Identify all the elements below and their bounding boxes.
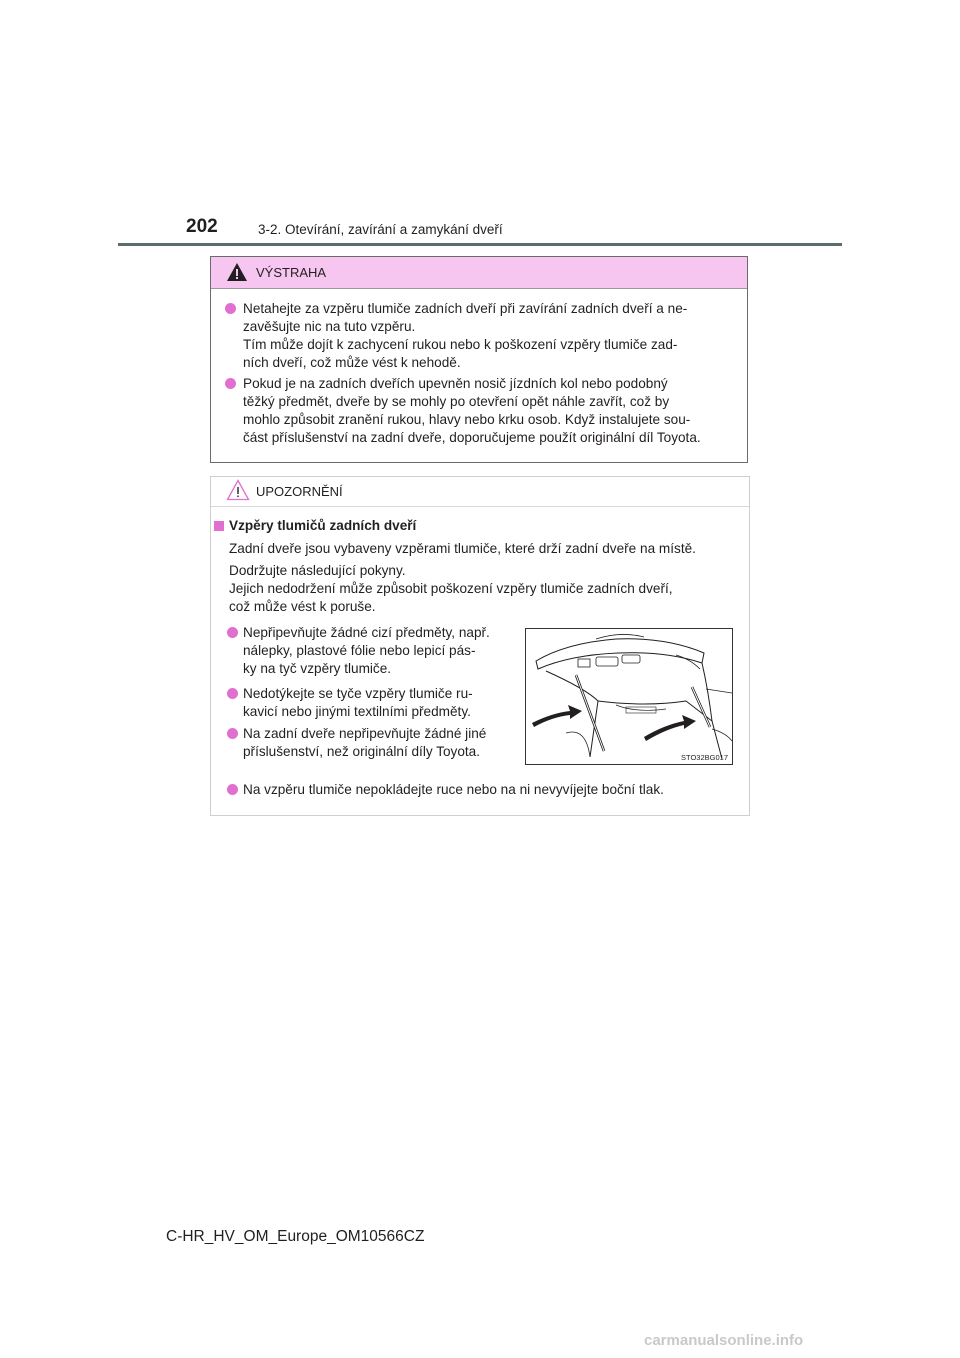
tailgate-strut-figure [525, 628, 733, 765]
bullet-icon [227, 784, 238, 795]
bullet-icon [227, 627, 238, 638]
caution-triangle-icon [226, 479, 250, 501]
warning-item-1-line-2: zavěšujte nic na tuto vzpěru. [243, 319, 416, 334]
header-rule [118, 243, 842, 246]
caution-follow-2a: Jejich nedodržení může způsobit poškození vzpěry tlumiče zadních dveří, [229, 581, 673, 596]
warning-item-2-line-1: Pokud je na zadních dveřích upevněn nosič jízdních kol nebo podobný [243, 376, 668, 391]
caution-last-item: Na vzpěru tlumiče nepokládejte ruce nebo na ni nevyvíjejte boční tlak. [243, 782, 664, 797]
warning-item-1-line-3: Tím může dojít k zachycení rukou nebo k poškození vzpěry tlumiče zad- [243, 337, 678, 352]
square-bullet-icon [214, 521, 224, 531]
caution-item-3-line-2: příslušenství, než originální díly Toyota. [243, 744, 481, 759]
section-title: 3-2. Otevírání, zavírání a zamykání dveří [258, 222, 503, 237]
document-id: C-HR_HV_OM_Europe_OM10566CZ [166, 1228, 425, 1245]
caution-item-2-line-1: Nedotýkejte se tyče vzpěry tlumiče ru- [243, 686, 473, 701]
caution-item-1-line-1: Nepřipevňujte žádné cizí předměty, např. [243, 625, 490, 640]
warning-title: VÝSTRAHA [256, 265, 327, 280]
warning-item-1-line-4: ních dveří, což může vést k nehodě. [243, 355, 461, 370]
bullet-icon [225, 303, 236, 314]
caution-intro: Zadní dveře jsou vybaveny vzpěrami tlumiče, které drží zadní dveře na místě. [229, 541, 696, 556]
figure-code: STO32BG017 [681, 753, 728, 762]
caution-header [211, 477, 749, 507]
caution-follow-1: Dodržujte následující pokyny. [229, 563, 406, 578]
warning-item-2-line-4: část příslušenství na zadní dveře, doporučujeme použít originální díl Toyota. [243, 430, 701, 445]
warning-item-2-line-3: mohlo způsobit zranění rukou, hlavy nebo krku osob. Když instalujete sou- [243, 412, 691, 427]
caution-item-1-line-2: nálepky, plastové fólie nebo lepicí pás- [243, 643, 476, 658]
tailgate-illustration [526, 629, 733, 765]
bullet-icon [227, 728, 238, 739]
caution-item-1-line-3: ky na tyč vzpěry tlumiče. [243, 661, 392, 676]
warning-triangle-icon [226, 262, 248, 282]
caution-title: UPOZORNĚNÍ [256, 484, 343, 499]
warning-item-1-line-1: Netahejte za vzpěru tlumiče zadních dveří při zavírání zadních dveří a ne- [243, 301, 688, 316]
page-number: 202 [186, 216, 218, 237]
caution-item-3-line-1: Na zadní dveře nepřipevňujte žádné jiné [243, 726, 487, 741]
caution-item-2-line-2: kavicí nebo jinými textilními předměty. [243, 704, 471, 719]
bullet-icon [225, 378, 236, 389]
warning-header [211, 257, 747, 289]
watermark: carmanualsonline.info [644, 1332, 804, 1349]
caution-heading: Vzpěry tlumičů zadních dveří [229, 518, 417, 533]
warning-item-2-line-2: těžký předmět, dveře by se mohly po otevření opět náhle zavřít, což by [243, 394, 670, 409]
caution-follow-2b: což může vést k poruše. [229, 599, 376, 614]
bullet-icon [227, 688, 238, 699]
